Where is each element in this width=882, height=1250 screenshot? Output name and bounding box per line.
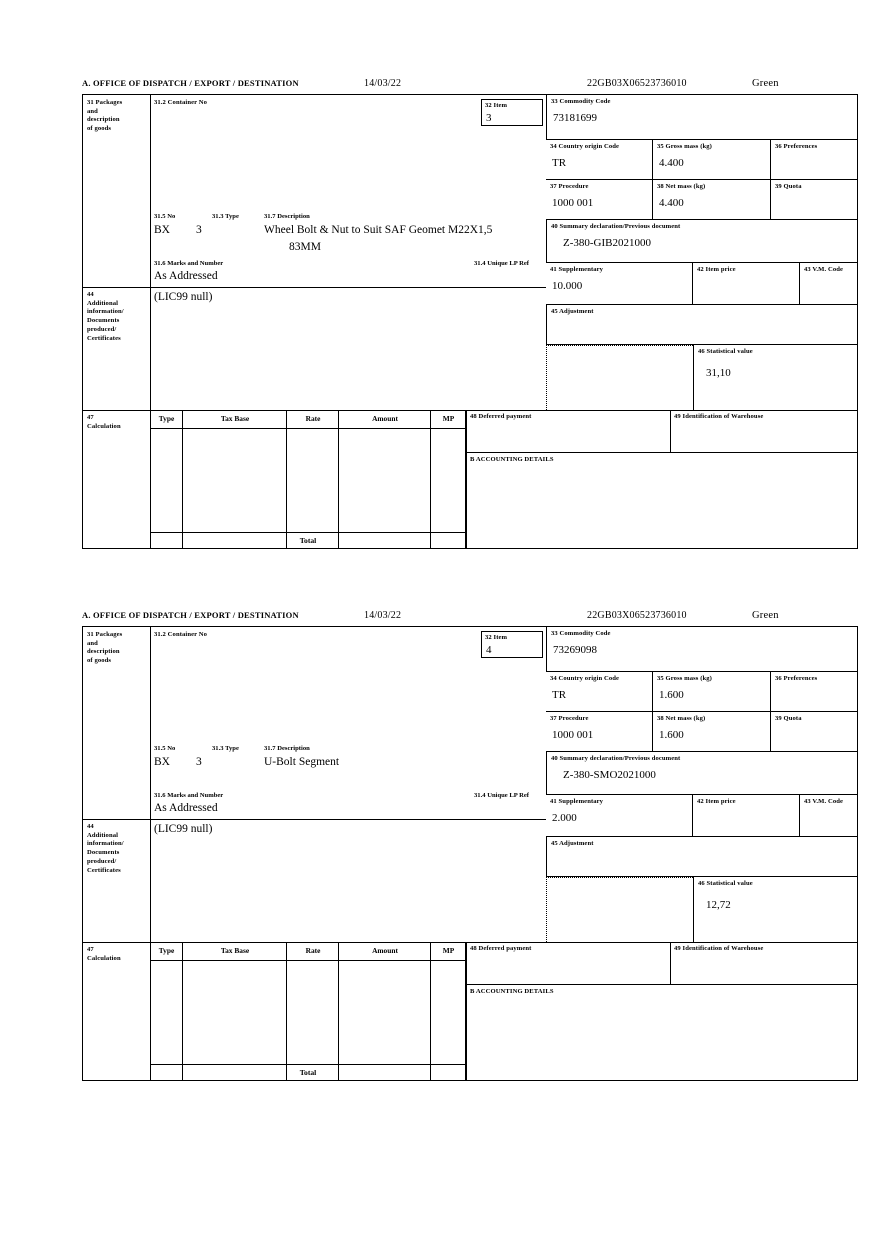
box-41-label: 41 Supplementary	[550, 798, 604, 805]
box-31-6-label: 31.6 Marks and Number	[154, 792, 224, 799]
box-46-dotted-top-border	[546, 877, 693, 878]
packages-description-line2: 83MM	[289, 241, 321, 253]
box-38-label: 38 Net mass (kg)	[657, 715, 706, 722]
box-33-value: 73269098	[553, 643, 597, 656]
box-32-value: 4	[486, 643, 492, 656]
customs-declaration-form-item-3	[82, 78, 860, 549]
office-of-dispatch-label: A. OFFICE OF DISPATCH / EXPORT / DESTINATION	[82, 610, 299, 620]
box-44-label: 44 Additional information/ Documents produced/ Certificates	[87, 823, 124, 874]
box-48-deferred-payment[interactable]	[466, 410, 670, 452]
box-42-item-price[interactable]	[693, 263, 800, 305]
calculation-table[interactable]	[150, 410, 466, 548]
box-46-dotted-left-border	[546, 877, 547, 942]
box-33-commodity-code[interactable]	[546, 95, 857, 140]
box-48-label: 48 Deferred payment	[470, 945, 532, 952]
box-47-label: 47 Calculation	[87, 414, 121, 430]
box-41-supplementary[interactable]	[546, 795, 693, 837]
box-46-dotted-top-border	[546, 345, 693, 346]
box-48-label: 48 Deferred payment	[470, 413, 532, 420]
box-38-label: 38 Net mass (kg)	[657, 183, 706, 190]
box-34-country-origin[interactable]	[546, 672, 653, 712]
box-40-value: Z-380-SMO2021000	[563, 768, 656, 781]
declaration-box	[82, 94, 858, 549]
box-48-deferred-payment[interactable]	[466, 942, 670, 984]
box-34-value: TR	[552, 688, 567, 701]
box-35-value: 4.400	[659, 156, 684, 169]
box-46-value: 31,10	[706, 366, 731, 379]
box-32-value: 3	[486, 111, 492, 124]
box-34-value: TR	[552, 156, 567, 169]
box-45-adjustment[interactable]	[546, 305, 857, 345]
packages-type: 3	[196, 756, 202, 768]
box-38-value: 4.400	[659, 196, 684, 209]
box-31-6-label: 31.6 Marks and Number	[154, 260, 224, 267]
box-38-net-mass[interactable]	[653, 180, 771, 220]
packages-type: 3	[196, 224, 202, 236]
box-34-label: 34 Country origin Code	[550, 675, 620, 682]
goods-description-values	[154, 224, 544, 258]
packages-number: BX	[154, 224, 170, 236]
box-35-value: 1.600	[659, 688, 684, 701]
box-37-value: 1000 001	[552, 728, 594, 741]
calc-col-rate: Rate	[287, 410, 339, 429]
box-44-divider	[83, 819, 546, 820]
box-33-label: 33 Commodity Code	[551, 98, 611, 105]
route-lane: Green	[752, 610, 779, 621]
box-45-label: 45 Adjustment	[551, 308, 594, 315]
box-34-label: 34 Country origin Code	[550, 143, 620, 150]
box-31-7-label: 31.7 Description	[264, 745, 310, 752]
box-46-label: 46 Statistical value	[698, 348, 753, 355]
box-46-value: 12,72	[706, 898, 731, 911]
box-39-label: 39 Quota	[775, 183, 802, 190]
additional-information-value: (LIC99 null)	[154, 291, 213, 303]
box-37-value: 1000 001	[552, 196, 594, 209]
marks-and-number-value: As Addressed	[154, 802, 218, 814]
box-31-label: 31 Packages and description of goods	[87, 99, 123, 133]
box-32-item-number[interactable]	[481, 99, 543, 126]
box-31-3-label: 31.3 Type	[212, 213, 239, 220]
goods-description-block	[154, 213, 544, 258]
box-41-label: 41 Supplementary	[550, 266, 604, 273]
box-35-gross-mass[interactable]	[653, 140, 771, 180]
box-42-label: 42 Item price	[697, 798, 736, 805]
customs-declaration-form-item-4	[82, 610, 860, 1081]
box-46-statistical-value[interactable]	[693, 877, 857, 942]
box-33-label: 33 Commodity Code	[551, 630, 611, 637]
box-31-7-label: 31.7 Description	[264, 213, 310, 220]
box-42-item-price[interactable]	[693, 795, 800, 837]
calc-col-mp: MP	[431, 410, 466, 429]
calc-col-type: Type	[150, 410, 183, 429]
box-31-2-container-no-label: 31.2 Container No	[154, 631, 208, 638]
box-35-label: 35 Gross mass (kg)	[657, 143, 712, 150]
movement-reference-number: 22GB03X06523736010	[587, 78, 687, 89]
box-31-label: 31 Packages and description of goods	[87, 631, 123, 665]
box-36-label: 36 Preferences	[775, 143, 818, 150]
box-38-net-mass[interactable]	[653, 712, 771, 752]
box-b-label: B ACCOUNTING DETAILS	[470, 988, 554, 995]
box-41-value: 10.000	[552, 279, 583, 292]
box-39-quota[interactable]	[771, 180, 857, 220]
form-header	[82, 610, 860, 626]
box-43-label: 43 V.M. Code	[804, 266, 844, 273]
route-lane: Green	[752, 78, 779, 89]
box-41-value: 2.000	[552, 811, 577, 824]
calc-total-row: Total	[150, 532, 466, 548]
box-46-statistical-value[interactable]	[693, 345, 857, 410]
box-39-label: 39 Quota	[775, 715, 802, 722]
box-45-label: 45 Adjustment	[551, 840, 594, 847]
box-42-label: 42 Item price	[697, 266, 736, 273]
calculation-table[interactable]	[150, 942, 466, 1080]
packages-description-line1: U-Bolt Segment	[264, 756, 340, 768]
box-45-adjustment[interactable]	[546, 837, 857, 877]
box-31-2-container-no-label: 31.2 Container No	[154, 99, 208, 106]
box-31-5-label: 31.5 No	[154, 745, 176, 752]
box-32-item-number[interactable]	[481, 631, 543, 658]
calc-total-row: Total	[150, 1064, 466, 1080]
box-34-country-origin[interactable]	[546, 140, 653, 180]
box-35-label: 35 Gross mass (kg)	[657, 675, 712, 682]
box-b-accounting-details[interactable]	[466, 452, 857, 548]
calc-col-mp: MP	[431, 942, 466, 961]
box-49-label: 49 Identification of Warehouse	[674, 413, 764, 420]
calc-col-type: Type	[150, 942, 183, 961]
box-40-value: Z-380-GIB2021000	[563, 236, 651, 249]
calc-col-amount: Amount	[339, 942, 431, 961]
declaration-box	[82, 626, 858, 1081]
calc-col-rate: Rate	[287, 942, 339, 961]
box-35-gross-mass[interactable]	[653, 672, 771, 712]
box-43-vm-code[interactable]	[800, 263, 857, 305]
movement-reference-number: 22GB03X06523736010	[587, 610, 687, 621]
goods-description-labels	[154, 745, 544, 756]
box-37-label: 37 Procedure	[550, 183, 589, 190]
office-of-dispatch-label: A. OFFICE OF DISPATCH / EXPORT / DESTINATION	[82, 78, 299, 88]
box-46-label: 46 Statistical value	[698, 880, 753, 887]
box-47-label: 47 Calculation	[87, 946, 121, 962]
box-36-preferences[interactable]	[771, 140, 857, 180]
form-header	[82, 78, 860, 94]
declaration-date: 14/03/22	[364, 610, 402, 621]
box-40-previous-document[interactable]	[546, 220, 857, 263]
calc-col-tax-base: Tax Base	[183, 410, 287, 429]
box-40-previous-document[interactable]	[546, 752, 857, 795]
box-49-warehouse[interactable]	[670, 410, 857, 452]
box-38-value: 1.600	[659, 728, 684, 741]
packages-number: BX	[154, 756, 170, 768]
box-31-4-label: 31.4 Unique LP Ref	[474, 260, 529, 267]
box-44-label: 44 Additional information/ Documents produced/ Certificates	[87, 291, 124, 342]
box-b-label: B ACCOUNTING DETAILS	[470, 456, 554, 463]
box-40-label: 40 Summary declaration/Previous document	[551, 223, 681, 230]
calc-col-amount: Amount	[339, 410, 431, 429]
box-32-label: 32 Item	[485, 634, 508, 641]
box-33-value: 73181699	[553, 111, 597, 124]
declaration-date: 14/03/22	[364, 78, 402, 89]
marks-and-number-value: As Addressed	[154, 270, 218, 282]
box-44-divider	[83, 287, 546, 288]
box-36-label: 36 Preferences	[775, 675, 818, 682]
box-31-5-label: 31.5 No	[154, 213, 176, 220]
box-37-procedure[interactable]	[546, 180, 653, 220]
box-41-supplementary[interactable]	[546, 263, 693, 305]
box-43-vm-code[interactable]	[800, 795, 857, 837]
box-39-quota[interactable]	[771, 712, 857, 752]
box-49-warehouse[interactable]	[670, 942, 857, 984]
box-36-preferences[interactable]	[771, 672, 857, 712]
box-31-3-label: 31.3 Type	[212, 745, 239, 752]
box-43-label: 43 V.M. Code	[804, 798, 844, 805]
box-b-accounting-details[interactable]	[466, 984, 857, 1080]
goods-description-values	[154, 756, 544, 790]
box-37-label: 37 Procedure	[550, 715, 589, 722]
box-49-label: 49 Identification of Warehouse	[674, 945, 764, 952]
box-33-commodity-code[interactable]	[546, 627, 857, 672]
goods-description-labels	[154, 213, 544, 224]
box-37-procedure[interactable]	[546, 712, 653, 752]
box-31-4-label: 31.4 Unique LP Ref	[474, 792, 529, 799]
additional-information-value: (LIC99 null)	[154, 823, 213, 835]
box-40-label: 40 Summary declaration/Previous document	[551, 755, 681, 762]
box-32-label: 32 Item	[485, 102, 508, 109]
calc-col-tax-base: Tax Base	[183, 942, 287, 961]
goods-description-block	[154, 745, 544, 790]
box-46-dotted-left-border	[546, 345, 547, 410]
packages-description-line1: Wheel Bolt & Nut to Suit SAF Geomet M22X1,5	[264, 224, 493, 236]
